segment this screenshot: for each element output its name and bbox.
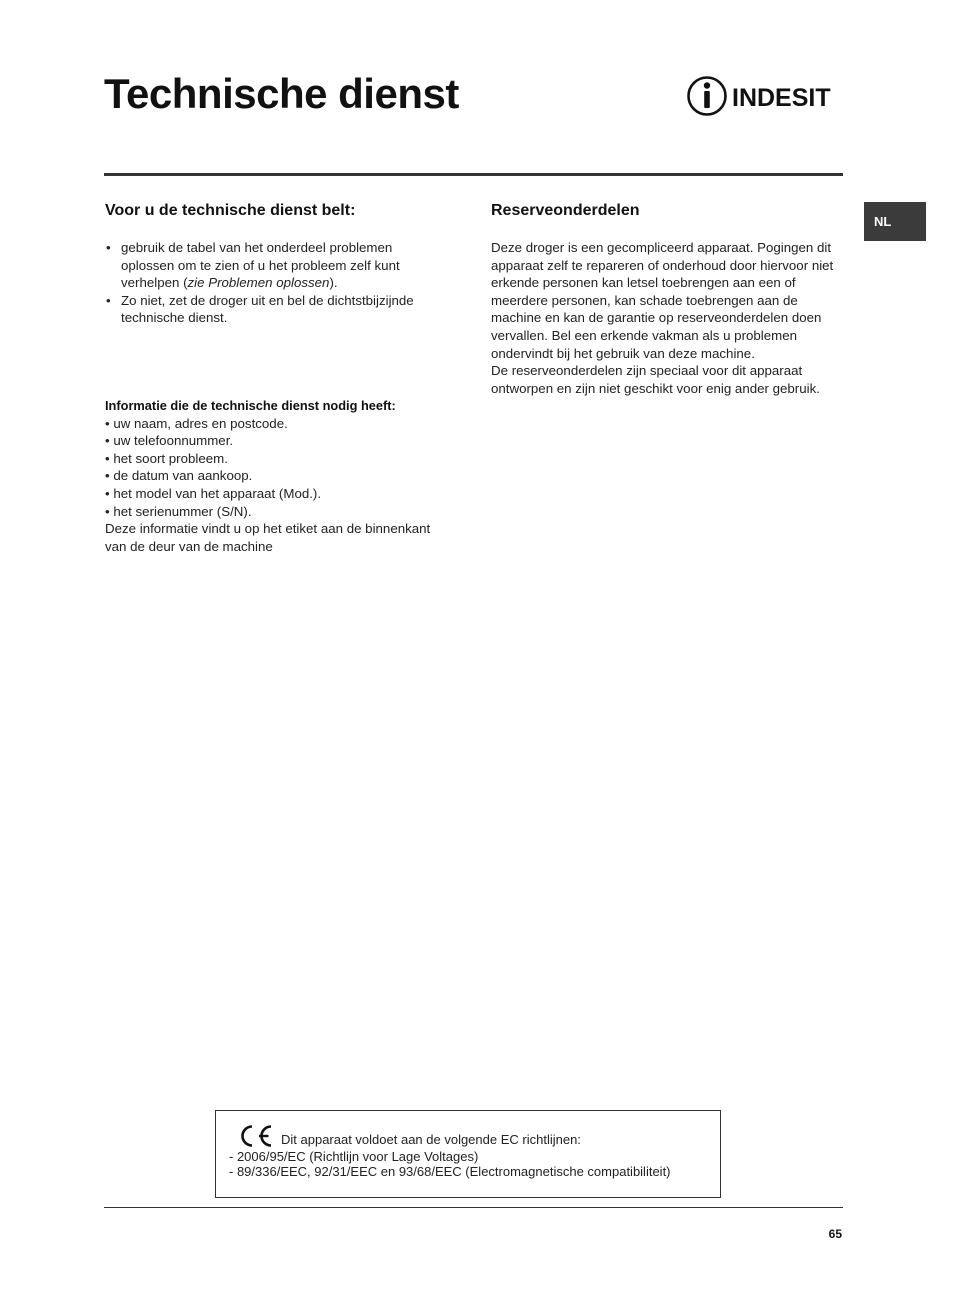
spare-parts-paragraph: Deze droger is een gecompliceerd apparaat. Pogingen dit apparaat zelf te repareren of onderhoud door hiervoor niet erkende personen kan letsel toebrengen aan een of meerdere personen, kan schade toebrengen aan de machine en kan de garantie op reserveonderdelen doen vervallen. Bel een erkende vakman als u problemen ondervindt bij het gebruik van deze machine. bbox=[491, 240, 834, 361]
section-heading-before-calling: Voor u de technische dienst belt: bbox=[105, 202, 356, 219]
svg-text:INDESIT: INDESIT bbox=[732, 84, 831, 112]
page-title: Technische dienst bbox=[104, 70, 459, 117]
before-calling-section bbox=[105, 202, 445, 555]
info-footer: Deze informatie vindt u op het etiket aan de binnenkant van de deur van de machine bbox=[105, 521, 431, 554]
section-heading-spare-parts: Reserveonderdelen bbox=[491, 202, 640, 219]
ce-mark-icon bbox=[235, 1123, 275, 1149]
bottom-divider bbox=[104, 1207, 843, 1208]
required-info-heading: Informatie die de technische dienst nodig heeft: bbox=[105, 397, 396, 413]
info-item: • de datum van aankoop. bbox=[105, 468, 253, 484]
info-item: • uw naam, adres en postcode. bbox=[105, 415, 288, 431]
compliance-line: - 2006/95/EC (Richtlijn voor Lage Voltages) bbox=[229, 1149, 479, 1164]
spare-parts-section bbox=[491, 202, 836, 397]
info-item: • het model van het apparaat (Mod.). bbox=[105, 485, 322, 501]
page-number: 65 bbox=[828, 1227, 842, 1241]
top-divider bbox=[104, 173, 843, 176]
cross-reference: zie Problemen oplossen bbox=[187, 275, 330, 291]
info-item: • uw telefoonnummer. bbox=[105, 433, 234, 449]
spare-parts-paragraph: De reserveonderdelen zijn speciaal voor dit apparaat ontworpen en zijn niet geschikt voor enig ander gebruik. bbox=[491, 363, 820, 396]
compliance-intro: Dit apparaat voldoet aan de volgende EC richtlijnen: bbox=[281, 1132, 581, 1147]
info-item: • het serienummer (S/N). bbox=[105, 503, 252, 519]
language-tab: NL bbox=[864, 202, 926, 241]
before-calling-list bbox=[105, 239, 445, 327]
bullet-icon: • bbox=[106, 292, 111, 308]
list-item: • Zo niet, zet de droger uit en bel de dichtstbijzijnde technische dienst. bbox=[106, 292, 414, 326]
list-item: • gebruik de tabel van het onderdeel problemen oplossen om te zien of u het probleem zelf kunt verhelpen (zie Problemen oplossen). bbox=[106, 240, 400, 291]
bullet-icon: • bbox=[106, 240, 111, 255]
indesit-logo-icon bbox=[686, 74, 846, 118]
info-item: • het soort probleem. bbox=[105, 450, 228, 466]
compliance-box bbox=[215, 1110, 721, 1198]
required-info-block bbox=[105, 397, 445, 555]
compliance-line: - 89/336/EEC, 92/31/EEC en 93/68/EEC (Electromagnetische compatibiliteit) bbox=[229, 1164, 671, 1179]
